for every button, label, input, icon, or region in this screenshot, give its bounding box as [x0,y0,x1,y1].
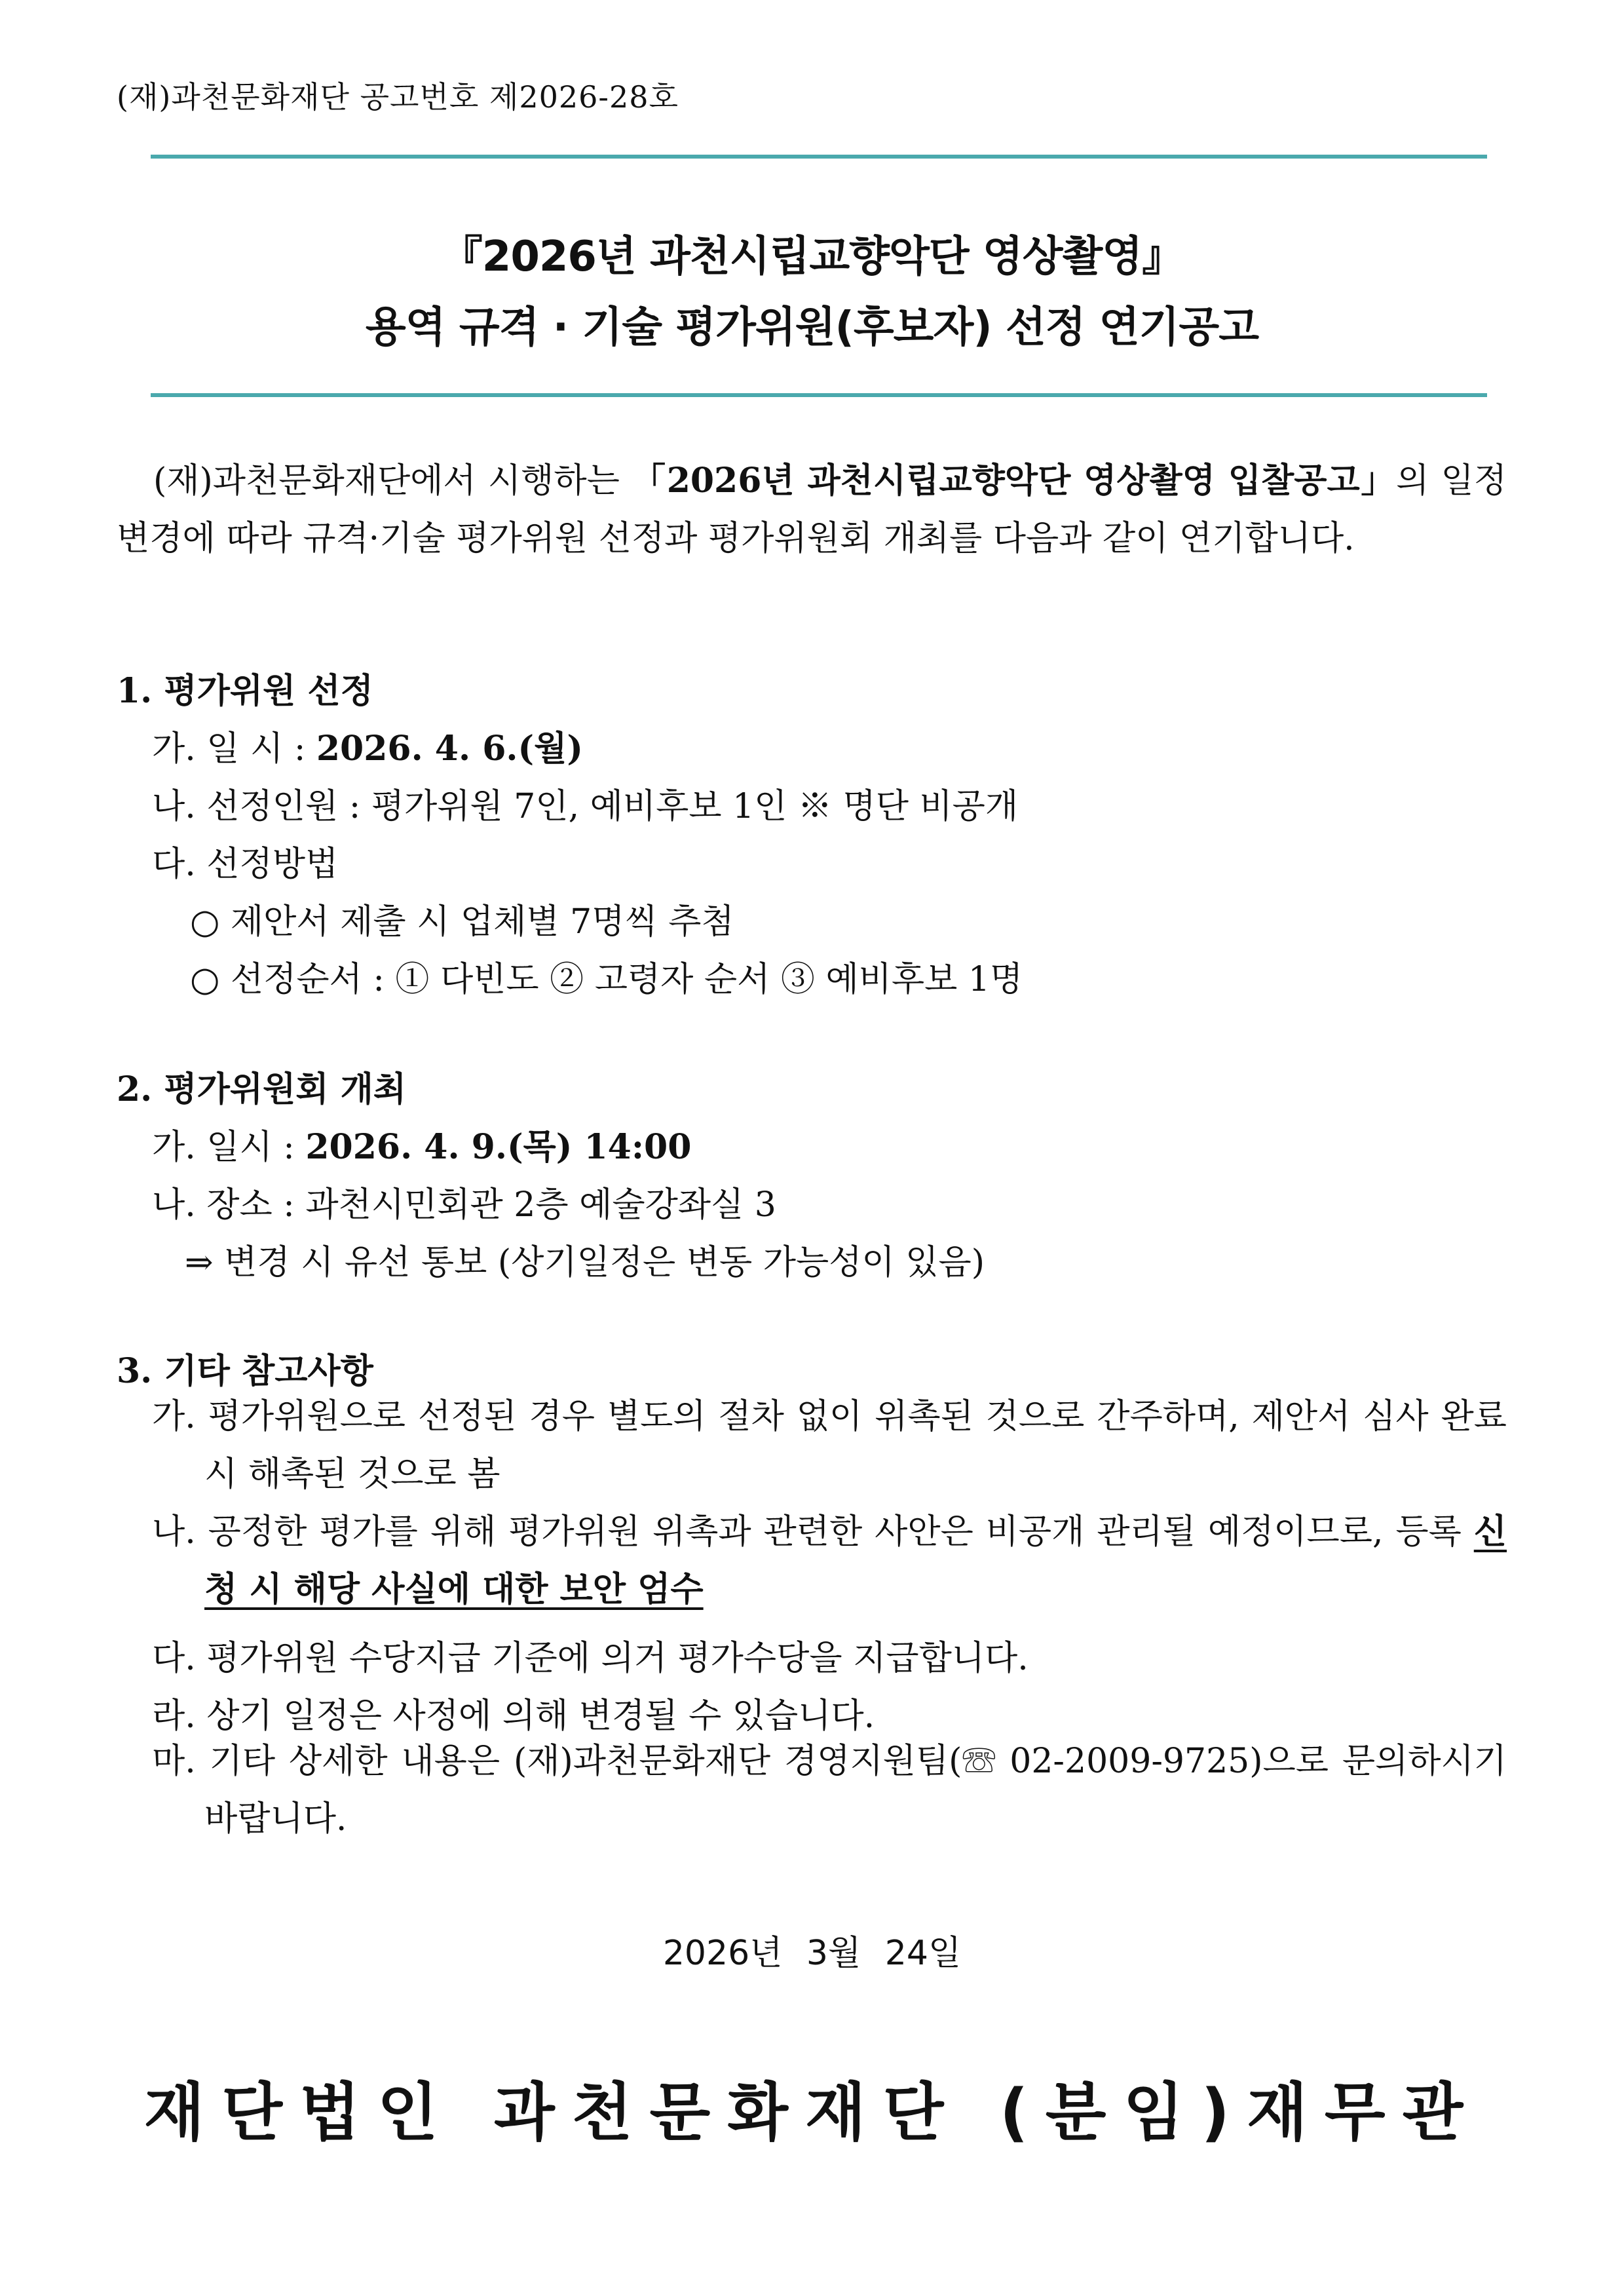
section-1-item-a-value: 2026. 4. 6.(월) [316,729,583,769]
section-2-item-a-label: 가. 일시 : [152,1128,306,1167]
section-3-item-b [152,1503,1507,1618]
section-1-heading: 1. 평가위원 선정 [117,671,373,711]
section-3-item-c: 다. 평가위원 수당지급 기준에 의거 평가수당을 지급합니다. [152,1639,1029,1678]
section-3-item-e: 마. 기타 상세한 내용은 (재)과천문화재단 경영지원팀(☏ 02-2009-9725)으로 문의하시기 바랍니다. [152,1742,1507,1839]
issuer-name: 재단법인 과천문화재단 (분임)재무관 [143,2076,1481,2149]
section-1-bullet-2: ○ 선정순서 : ① 다빈도 ② 고령자 순서 ③ 예비후보 1명 [190,960,1023,999]
title-line-1: 『2026년 과천시립교향악단 영상촬영』 [440,233,1184,281]
section-2-item-b: 나. 장소 : 과천시민회관 2층 예술강좌실 3 [152,1185,776,1225]
section-3-item-a: 가. 평가위원으로 선정된 경우 별도의 절차 없이 위촉된 것으로 간주하며, 제안서 심사 완료시 해촉된 것으로 봄 [152,1397,1507,1494]
issue-date: 2026년 3월 24일 [662,1934,962,1973]
section-2-item-a-value: 2026. 4. 9.(목) 14:00 [305,1127,692,1167]
intro-highlight: 「2026년 과천시립교향악단 영상촬영 입찰공고」 [632,461,1397,501]
section-1-item-b: 나. 선정인원 : 평가위원 7인, 예비후보 1인 ※ 명단 비공개 [152,787,1019,826]
title-line-2: 용역 규격 · 기술 평가위원(후보자) 선정 연기공고 [365,303,1259,352]
top-divider [151,155,1487,159]
section-3-item-b-text: 나. 공정한 평가를 위해 평가위원 위촉과 관련한 사안은 비공개 관리될 예정이므로, 등록 [152,1512,1474,1552]
section-1-item-a-label: 가. 일 시 : [152,729,316,769]
section-2-heading: 2. 평가위원회 개최 [117,1069,407,1109]
intro-text-2: 의 일정 변경에 따라 규격·기술 평가위원 선정과 평가위원회 개최를 다음과 같이 연기합니다. [117,461,1507,558]
section-2-note: ⇒ 변경 시 유선 통보 (상기일정은 변동 가능성이 있음) [185,1243,985,1282]
intro-text-1: (재)과천문화재단에서 시행하는 [153,461,632,501]
section-3-item-b-emphasis: 신청 시 해당 사실에 대한 보안 엄수 [204,1512,1507,1609]
section-2-item-a [152,1119,691,1168]
section-1-item-a [152,721,583,770]
section-3-item-d: 라. 상기 일정은 사정에 의해 변경될 수 있습니다. [152,1696,875,1736]
notice-number: (재)과천문화재단 공고번호 제2026-28호 [117,79,679,115]
section-3-heading: 3. 기타 참고사항 [117,1351,373,1391]
intro-paragraph [117,452,1507,567]
bottom-divider [151,393,1487,397]
section-1-bullet-1: ○ 제안서 제출 시 업체별 7명씩 추첨 [190,902,734,942]
section-1-item-c: 다. 선정방법 [152,845,339,884]
